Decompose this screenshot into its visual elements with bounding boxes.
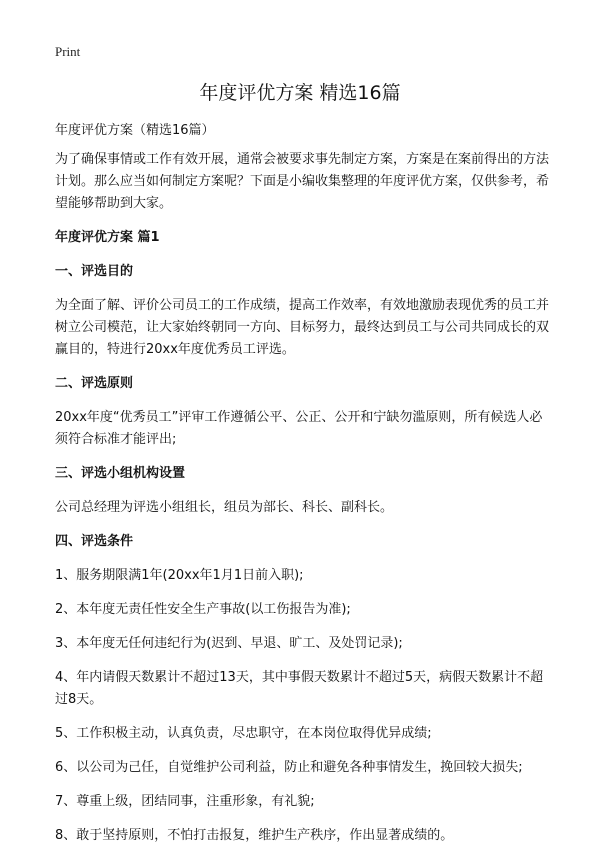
condition-item: 4、年内请假天数累计不超过13天，其中事假天数累计不超过5天，病假天数累计不超过8天。 (55, 670, 544, 707)
article-subtitle: 年度评优方案（精选16篇） (55, 123, 215, 138)
block-heading-principle: 二、评选原则 (55, 376, 134, 391)
section-title: 年度评优方案 篇1 (55, 230, 160, 245)
block-paragraph: 20xx年度“优秀员工”评审工作遵循公平、公正、公开和宁缺勿滥原则，所有候选人必须符合标准才能评出; (55, 410, 543, 447)
block-heading-conditions: 四、评选条件 (55, 534, 134, 549)
condition-item: 8、敢于坚持原则，不怕打击报复，维护生产秩序，作出显著成绩的。 (55, 828, 454, 843)
block-heading-committee: 三、评选小组机构设置 (55, 466, 186, 481)
print-link[interactable]: Print (55, 44, 81, 59)
block-paragraph: 公司总经理为评选小组组长，组员为部长、科长、副科长。 (55, 500, 394, 515)
condition-item: 2、本年度无责任性安全生产事故(以工伤报告为准); (55, 602, 351, 617)
block-paragraph: 为全面了解、评价公司员工的工作成绩，提高工作效率，有效地激励表现优秀的员工并树立公司模范，让大家始终朝同一方向、目标努力，最终达到员工与公司共同成长的双赢目的，特进行20xx年度优秀员工评选。 (55, 298, 550, 357)
article-body (55, 120, 555, 859)
condition-item: 5、工作积极主动，认真负责，尽忠职守，在本岗位取得优异成绩; (55, 726, 432, 741)
condition-item: 7、尊重上级，团结同事，注重形象，有礼貌; (55, 794, 315, 809)
intro-paragraph: 为了确保事情或工作有效开展，通常会被要求事先制定方案，方案是在案前得出的方法计划。那么应当如何制定方案呢？下面是小编收集整理的年度评优方案，仅供参考，希望能够帮助到大家。 (55, 152, 550, 211)
condition-item: 6、以公司为己任，自觉维护公司利益，防止和避免各种事情发生，挽回较大损失; (55, 760, 523, 775)
condition-item: 1、服务期限满1年(20xx年1月1日前入职); (55, 568, 304, 583)
block-heading-purpose: 一、评选目的 (55, 264, 134, 279)
page-title: 年度评优方案 精选16篇 (199, 82, 401, 104)
condition-item: 3、本年度无任何违纪行为(迟到、早退、旷工、及处罚记录); (55, 636, 403, 651)
